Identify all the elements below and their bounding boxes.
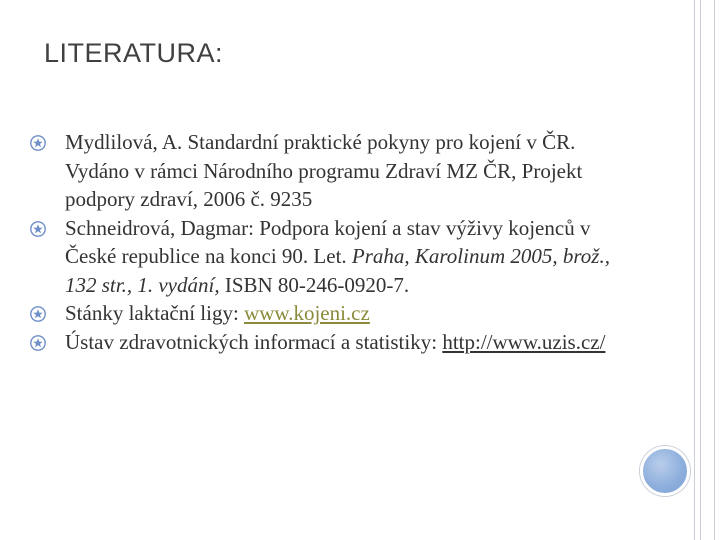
uzis-link[interactable]: http://www.uzis.cz/ xyxy=(442,329,606,354)
decorative-rule xyxy=(700,0,701,540)
reference-item xyxy=(30,214,620,300)
reference-publisher-italic: Praha, Karolinum 2005, brož., 132 str., 1. vydání, xyxy=(65,244,610,297)
slide-title: LITERATURA: xyxy=(44,38,224,68)
reference-label: Stánky laktační ligy: xyxy=(65,301,245,325)
reference-isbn: ISBN 80-246-0920-7. xyxy=(219,272,410,297)
reference-text: Schneidrová, Dagmar: Podpora kojení a stav výživy kojenců v České republice na konci 90. Let. xyxy=(65,215,591,268)
decorative-rule xyxy=(714,0,715,540)
decorative-circle xyxy=(640,446,690,496)
star-bullet-icon xyxy=(30,135,46,151)
reference-item xyxy=(30,328,620,357)
reference-item xyxy=(30,299,620,328)
references-list xyxy=(30,128,620,356)
star-bullet-icon xyxy=(30,335,46,351)
reference-label: Ústav zdravotnických informací a statistiky: xyxy=(65,329,443,354)
kojeni-link[interactable]: www.kojeni.cz xyxy=(244,301,370,325)
reference-item xyxy=(30,128,620,214)
star-bullet-icon xyxy=(30,306,46,322)
reference-text: Mydlilová, A. Standardní praktické pokyny pro kojení v ČR. Vydáno v rámci Národního programu Zdraví MZ ČR, Projekt podpory zdraví, 2006 č. 9235 xyxy=(65,130,583,211)
decorative-rule xyxy=(694,0,695,540)
star-bullet-icon xyxy=(30,221,46,237)
